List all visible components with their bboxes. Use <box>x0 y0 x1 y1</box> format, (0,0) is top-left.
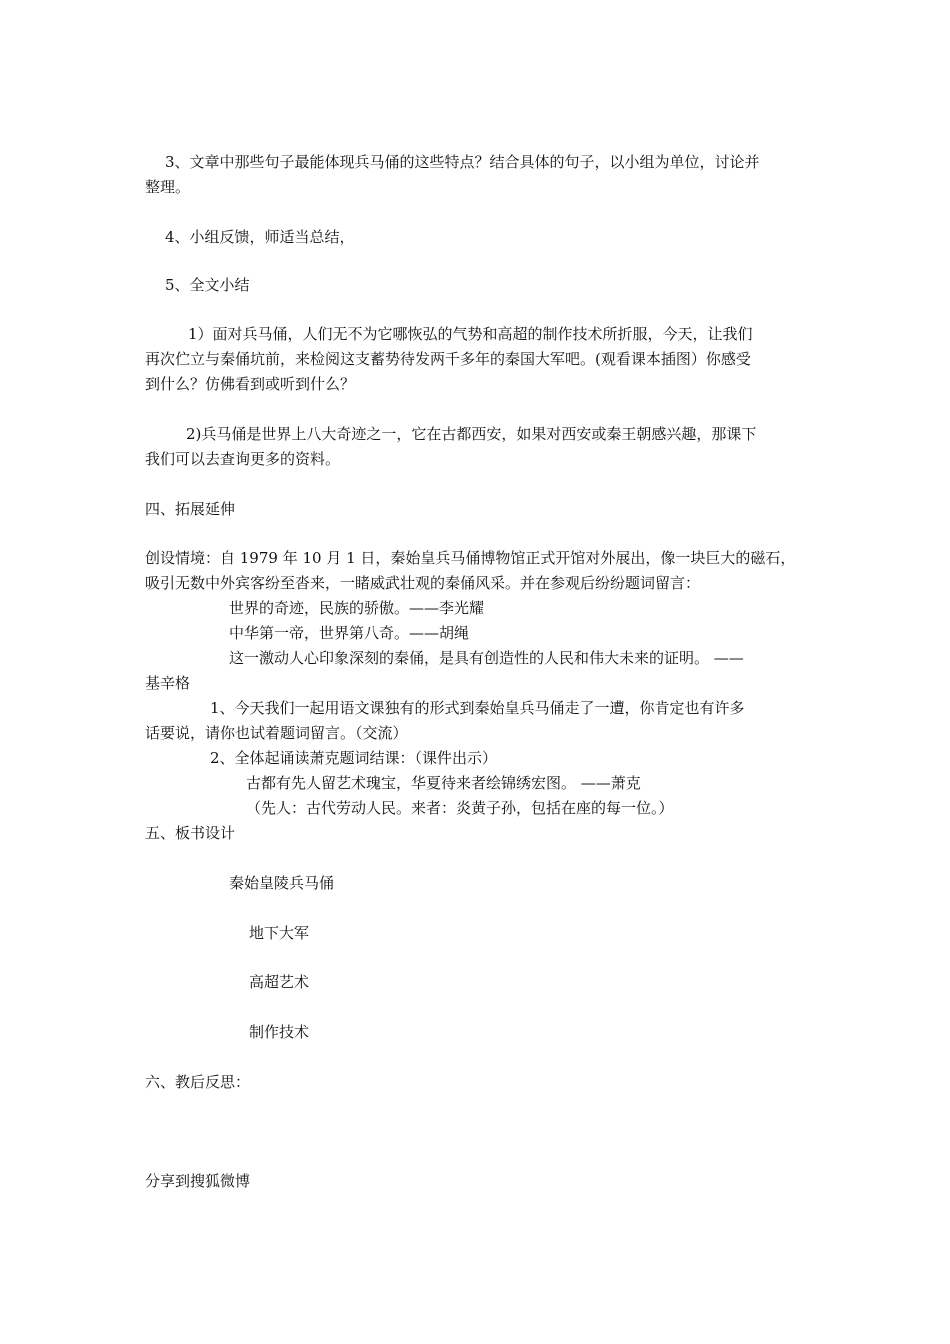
scenario-line2: 吸引无数中外宾客纷至沓来，一睹威武壮观的秦俑风采。并在参观后纷纷题词留言： <box>145 574 701 592</box>
poem-note: （先人：古代劳动人民。来者：炎黄子孙，包括在座的每一位。） <box>246 799 674 817</box>
quote-li-guangyao: 世界的奇迹，民族的骄傲。——李光耀 <box>229 599 485 617</box>
summary1-line1: 1）面对兵马俑，人们无不为它哪恢弘的气势和高超的制作技术所折服，今天，让我们 <box>188 325 753 343</box>
scenario-line1: 创设情境：自 1979 年 10 月 1 日，秦始皇兵马俑博物馆正式开馆对外展出，像一块巨大的磁石， <box>145 549 796 567</box>
summary1-line3: 到什么？仿佛看到或听到什么？ <box>145 375 356 393</box>
section5-heading: 五、板书设计 <box>145 824 236 842</box>
board-item-technique: 制作技术 <box>249 1023 310 1041</box>
step5: 5、全文小结 <box>165 276 250 294</box>
summary2-line2: 我们可以去查询更多的资料。 <box>145 450 341 468</box>
section6-heading: 六、教后反思： <box>145 1073 251 1091</box>
step4: 4、小组反馈，师适当总结， <box>165 228 355 246</box>
quote-kissinger-line1: 这一激动人心印象深刻的秦俑，是具有创造性的人民和伟大未来的证明。 —— <box>229 649 744 667</box>
quote-kissinger-line2: 基辛格 <box>145 674 191 692</box>
board-title: 秦始皇陵兵马俑 <box>229 874 335 892</box>
step3-line2: 整理。 <box>145 178 191 196</box>
task1-line2: 话要说，请你也试着题词留言。（交流） <box>145 724 408 742</box>
summary1-line2: 再次伫立与秦俑坑前，来检阅这支蓄势待发两千多年的秦国大军吧。(观看课本插图）你感受 <box>145 350 751 368</box>
summary2-line1: 2)兵马俑是世界上八大奇迹之一，它在古都西安，如果对西安或秦王朝感兴趣，那课下 <box>186 425 757 443</box>
task2: 2、全体起诵读萧克题词结课：（课件出示） <box>210 749 498 767</box>
board-item-art: 高超艺术 <box>249 973 310 991</box>
section4-heading: 四、拓展延伸 <box>145 500 236 518</box>
step3-line1: 3、文章中那些句子最能体现兵马俑的这些特点？结合具体的句子，以小组为单位，讨论并 <box>165 153 760 171</box>
share-sohu-weibo-link[interactable]: 分享到搜狐微博 <box>145 1172 251 1190</box>
xiao-ke-poem: 古都有先人留艺术瑰宝，华夏待来者绘锦绣宏图。 ——萧克 <box>246 774 641 792</box>
quote-hu-sheng: 中华第一帝，世界第八奇。——胡绳 <box>229 624 470 642</box>
task1-line1: 1、今天我们一起用语文课独有的形式到秦始皇兵马俑走了一遭，你肯定也有许多 <box>210 699 745 717</box>
board-item-army: 地下大军 <box>249 924 310 942</box>
